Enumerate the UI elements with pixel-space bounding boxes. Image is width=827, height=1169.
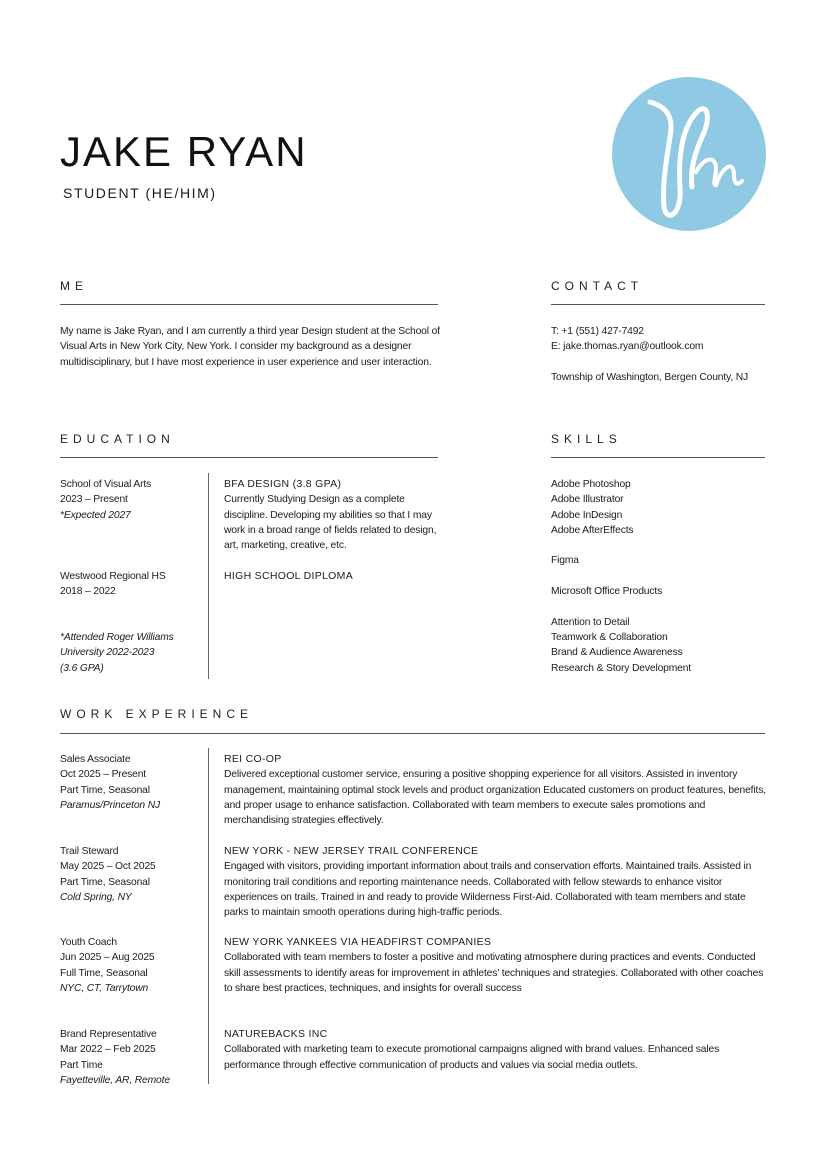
job-company: NATUREBACKS INC xyxy=(224,1028,328,1040)
skill: Adobe InDesign xyxy=(551,509,623,521)
edu-desc: Currently Studying Design as a complete discipline. Developing my abilities so that I may work in a broad range of fields related to design, art, marketing, creative, etc. xyxy=(224,494,437,552)
contact-phone: T: +1 (551) 427-7492 xyxy=(551,326,644,337)
edu-school: School of Visual Arts xyxy=(60,479,152,490)
divider xyxy=(551,457,765,458)
job-place: NYC, CT, Tarrytown xyxy=(60,982,149,994)
skills-list xyxy=(551,477,771,676)
work-heading: WORK EXPERIENCE xyxy=(60,707,254,721)
skill: Figma xyxy=(551,555,579,567)
me-text: My name is Jake Ryan, and I am currently a third year Design student at the School of Visual Arts in New York City, New York. I consider my background as a designer multidisciplinary, but I have most experience in user experience and user interaction. xyxy=(60,326,440,368)
divider xyxy=(60,733,765,734)
contact-email[interactable]: E: jake.thomas.ryan@outlook.com xyxy=(551,341,704,353)
skill: Teamwork & Collaboration xyxy=(551,631,668,643)
divider xyxy=(60,457,438,458)
skill: Adobe Photoshop xyxy=(551,479,631,490)
job-place: Fayetteville, AR, Remote xyxy=(60,1074,170,1086)
contact-heading: CONTACT xyxy=(551,279,644,293)
job-dates: Jun 2025 – Aug 2025 xyxy=(60,952,155,964)
job-desc: Collaborated with marketing team to execute promotional campaigns aligned with brand values. Enhanced sales performance through effective communication of products and values via social media outlets. xyxy=(224,1044,720,1071)
monogram-logo-icon xyxy=(612,77,766,231)
vertical-divider xyxy=(208,473,209,679)
skill: Brand & Audience Awareness xyxy=(551,647,683,659)
job-type: Part Time xyxy=(60,1059,103,1071)
job-desc: Engaged with visitors, providing important information about trails and conservation efforts. Maintained trails. Assisted in monitoring trail conditions and reporting maintenance needs. Collaborated with fellow stewards to enhance visitor experiences on trails. Trained in and ready to provide Wilderness First-Aid. Collaborated with team members and state parks to maintain smooth operations during high-traffic periods. xyxy=(224,861,752,919)
job-desc: Collaborated with team members to foster a positive and motivating atmosphere during practices and events. Conducted skill assessments to identify areas for improvement in athletes’ techniques and strategies. Collaborated with other coaches to share best practices, techniques, and insights for overall success xyxy=(224,952,764,994)
job-company: REI CO-OP xyxy=(224,753,282,765)
skill: Attention to Detail xyxy=(551,616,630,628)
job-place: Cold Spring, NY xyxy=(60,891,132,903)
edu-dates: 2018 – 2022 xyxy=(60,586,116,598)
edu-note: *Expected 2027 xyxy=(60,509,131,521)
job-title: Trail Steward xyxy=(60,846,119,857)
edu-degree: HIGH SCHOOL DIPLOMA xyxy=(224,570,353,582)
education-heading: EDUCATION xyxy=(60,432,175,446)
skill: Adobe Illustrator xyxy=(551,494,624,506)
skill: Microsoft Office Products xyxy=(551,586,663,598)
edu-degree: BFA DESIGN (3.8 GPA) xyxy=(224,478,342,490)
monogram-logo xyxy=(612,77,766,231)
divider xyxy=(551,304,765,305)
edu-dates: 2023 – Present xyxy=(60,494,128,506)
subtitle: STUDENT (HE/HIM) xyxy=(63,185,217,201)
job-company: NEW YORK YANKEES VIA HEADFIRST COMPANIES xyxy=(224,936,492,948)
job-company: NEW YORK - NEW JERSEY TRAIL CONFERENCE xyxy=(224,845,479,857)
footnote-line: *Attended Roger Williams xyxy=(60,632,174,643)
skills-heading: SKILLS xyxy=(551,432,622,446)
skill: Adobe AfterEffects xyxy=(551,524,634,536)
job-dates: Mar 2022 – Feb 2025 xyxy=(60,1044,156,1056)
job-title: Sales Associate xyxy=(60,754,131,765)
job-type: Part Time, Seasonal xyxy=(60,876,150,888)
footnote-line: University 2022-2023 xyxy=(60,647,155,659)
job-title: Brand Representative xyxy=(60,1029,157,1040)
name-heading: JAKE RYAN xyxy=(60,128,308,175)
divider xyxy=(60,304,438,305)
edu-school: Westwood Regional HS xyxy=(60,571,166,582)
job-dates: May 2025 – Oct 2025 xyxy=(60,861,156,873)
edu-footnote xyxy=(60,630,200,676)
job-dates: Oct 2025 – Present xyxy=(60,769,147,781)
contact-location: Township of Washington, Bergen County, NJ xyxy=(551,371,749,383)
job-type: Full Time, Seasonal xyxy=(60,967,148,979)
skill: Research & Story Development xyxy=(551,662,692,674)
job-type: Part Time, Seasonal xyxy=(60,784,150,796)
job-title: Youth Coach xyxy=(60,937,117,948)
job-desc: Delivered exceptional customer service, ensuring a positive shopping experience for all visitors. Assisted in inventory management, maintaining optimal stock levels and product organization Educated customers on product features, benefits, and proper usage to enhance satisfaction. Collaborated with team members to execute sales promotions and merchandising strategies effectively. xyxy=(224,769,766,827)
me-heading: ME xyxy=(60,279,88,293)
footnote-line: (3.6 GPA) xyxy=(60,662,104,674)
job-place: Paramus/Princeton NJ xyxy=(60,799,161,811)
